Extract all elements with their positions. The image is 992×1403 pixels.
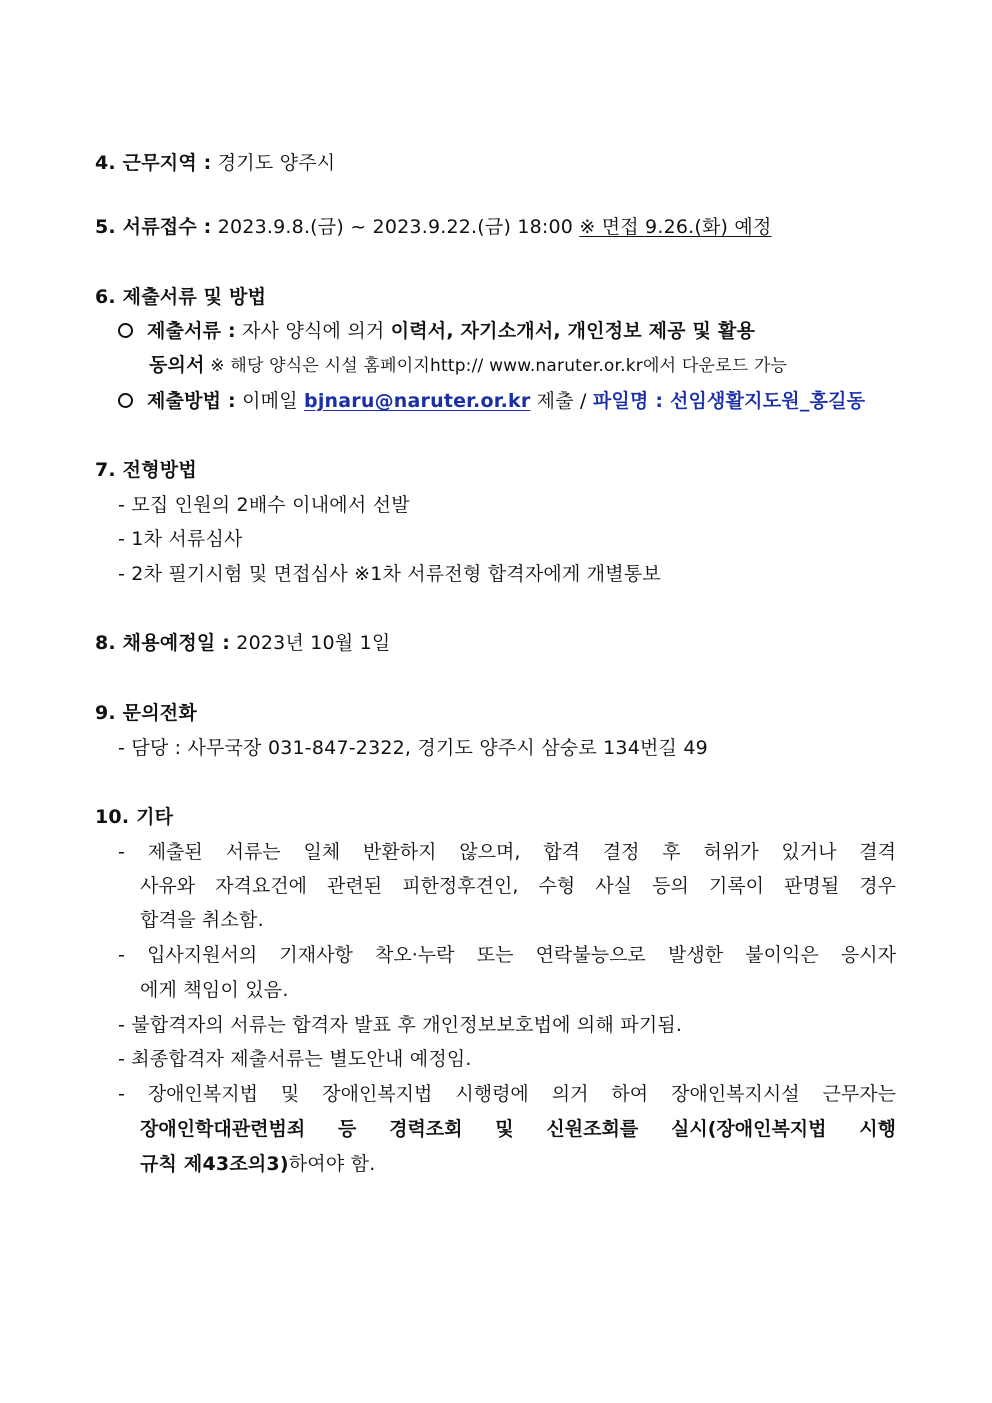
interview-note: ※ 면접 9.26.(화) 예정 [579, 216, 772, 238]
submission-method-label: 제출방법 : [147, 390, 236, 412]
section-contact-title: 9. 문의전화 [95, 702, 197, 724]
contact-item: - 담당 : 사무국장 031-847-2322, 경기도 양주시 삼숭로 134번길 49 [118, 737, 708, 759]
application-period-label: 5. 서류접수 : [95, 216, 212, 238]
email-link[interactable]: bjnaru@naruter.or.kr [304, 390, 531, 412]
other-item-4: - 최종합격자 제출서류는 별도안내 예정임. [118, 1048, 472, 1070]
documents-download-note: ※ 해당 양식은 시설 홈페이지http:// www.naruter.or.kr에서 다운로드 가능 [210, 356, 788, 376]
bullet-circle-icon [118, 393, 133, 408]
selection-item-2: - 1차 서류심사 [118, 528, 243, 550]
selection-item-3: - 2차 필기시험 및 면접심사 ※1차 서류전형 합격자에게 개별통보 [118, 563, 661, 585]
other-item-5-rest: 하여야 함. [288, 1153, 376, 1175]
other-item-2-line-2: 에게 책임이 있음. [140, 979, 289, 1001]
other-item-5-line-3 [140, 1151, 375, 1177]
bullet-circle-icon [118, 323, 133, 338]
submission-method-prefix: 이메일 [242, 390, 298, 412]
documents-line-2 [149, 352, 787, 379]
work-location-label: 4. 근무지역 : [95, 152, 212, 174]
section-hiring-date [95, 630, 390, 656]
documents-line-1 [118, 318, 898, 344]
hiring-date-label: 8. 채용예정일 : [95, 632, 231, 654]
documents-label: 제출서류 : [147, 320, 236, 342]
other-item-1-line-2: 사유와 자격요건에 관련된 피한정후견인, 수형 사실 등의 기록이 판명될 경우 [140, 875, 896, 897]
selection-item-1: - 모집 인원의 2배수 이내에서 선발 [118, 494, 410, 516]
other-item-3: - 불합격자의 서류는 합격자 발표 후 개인정보보호법에 의해 파기됨. [118, 1014, 683, 1036]
section-documents-title: 6. 제출서류 및 방법 [95, 286, 267, 308]
documents-list: 이력서, 자기소개서, 개인정보 제공 및 활용 [390, 320, 756, 342]
section-work-location [95, 150, 335, 176]
submission-method-line [118, 388, 865, 414]
other-item-5-bold: 규칙 제43조의3) [140, 1153, 289, 1175]
hiring-date-value: 2023년 10월 1일 [236, 632, 391, 654]
submission-method-mid: 제출 / [536, 390, 587, 412]
other-item-2-line-1: - 입사지원서의 기재사항 착오·누락 또는 연락불능으로 발생한 불이익은 응시자 [118, 944, 896, 966]
section-other-title: 10. 기타 [95, 806, 174, 828]
other-item-1-line-1: - 제출된 서류는 일체 반환하지 않으며, 합격 결정 후 허위가 있거나 결격 [118, 841, 896, 863]
other-item-1-line-3: 합격을 취소함. [140, 909, 264, 931]
other-item-5-line-1: - 장애인복지법 및 장애인복지법 시행령에 의거 하여 장애인복지시설 근무자는 [118, 1083, 896, 1105]
other-item-5-line-2: 장애인학대관련범죄 등 경력조회 및 신원조회를 실시(장애인복지법 시행 [140, 1118, 896, 1140]
documents-plain: 자사 양식에 의거 [242, 320, 385, 342]
application-period-value: 2023.9.8.(금) ~ 2023.9.22.(금) 18:00 [217, 216, 574, 238]
section-application-period [95, 214, 772, 240]
documents-list-cont: 동의서 [149, 354, 205, 376]
work-location-value: 경기도 양주시 [217, 152, 336, 174]
file-name-rule: 파일명 : 선임생활지도원_홍길동 [592, 390, 866, 412]
section-selection-title: 7. 전형방법 [95, 459, 197, 481]
